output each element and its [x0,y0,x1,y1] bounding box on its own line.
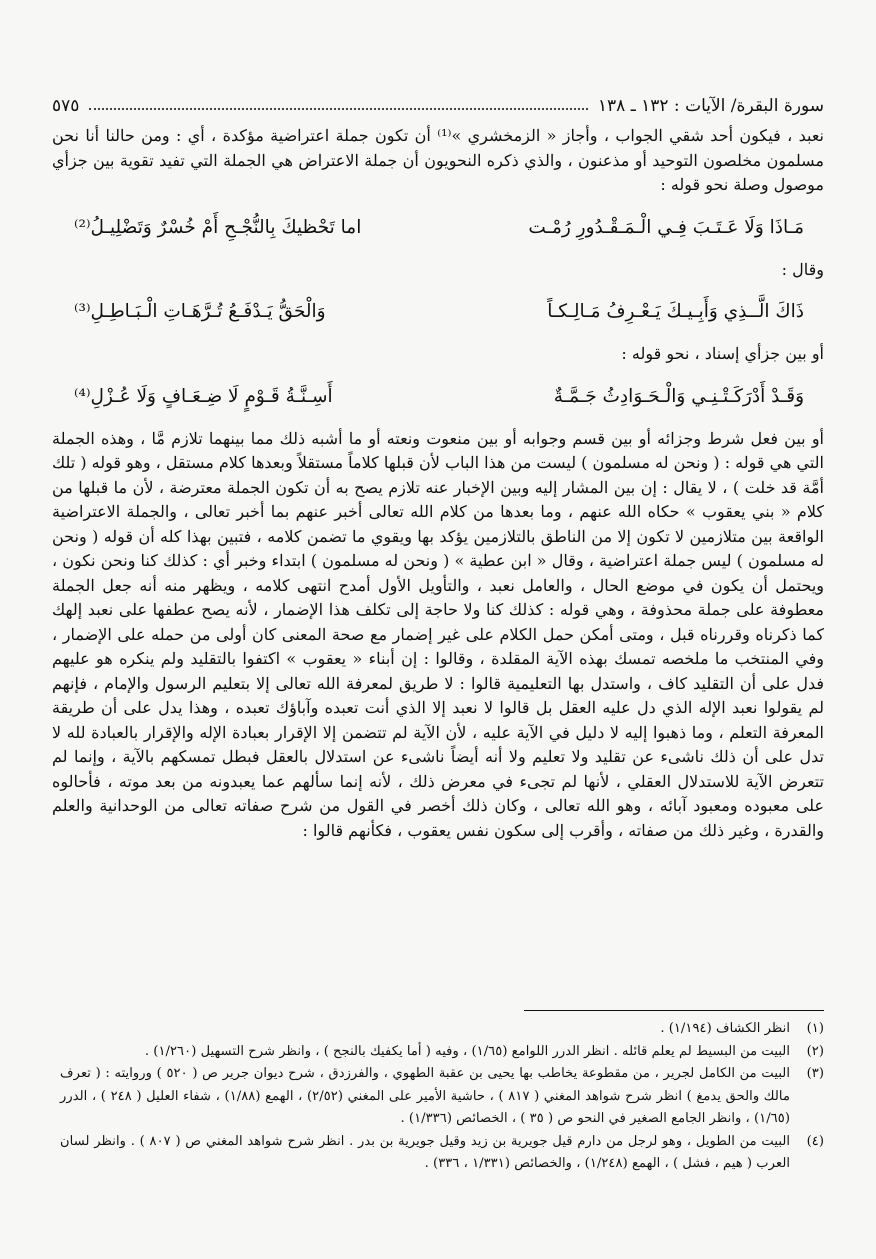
poetry-verse-1 [74,212,804,244]
paragraph-2: وقال : [781,259,824,279]
footnote-number: (٢) [806,1043,824,1059]
verse-2-second-hemistich: وَالْحَقُّ يَـدْفَـعُ تُـرَّهَـاتِ الْـبَـاطِـلِ⁽³⁾ [74,301,326,322]
footnote-number: (٤) [806,1133,824,1149]
footnote [60,1131,824,1176]
paragraph-3: أو بين جزأي إسناد ، نحو قوله : [621,344,824,363]
verse-3-second-hemistich: أَسِـنَّـةُ قَـوْمٍ لَا ضِـعَـافٍ وَلَا عُـزْلِ⁽⁴⁾ [74,385,333,407]
running-header [52,92,824,120]
verse-1-first-hemistich: مَـاذَا وَلَا عَـتَـبَ فِـي الْـمَـقْـدُورِ رُمْـت [528,216,804,238]
header-dot-leader [89,108,588,110]
footnote [60,1041,824,1064]
footnote-number: (٣) [806,1066,824,1081]
page-title: سورة البقرة/ الآيات : ١٣٢ ـ ١٣٨ [597,96,824,116]
verse-1-second-hemistich: اما تَحْظيكَ بِالنُّجْـحِ أَمْ خُسْرٌ وَتَضْلِيـلُ⁽²⁾ [74,216,362,238]
main-text [52,124,824,843]
poetry-verse-2 [74,296,804,328]
paragraph-1: نعبد ، فيكون أحد شقي الجواب ، وأجاز « الزمخشري »⁽¹⁾ أن تكون جملة اعتراضية مؤكدة ، أي : ومن حالنا أنا نحن مسلمون مخلصون التوحيد أو مذعنون ، والذي ذكره النحويون أن جملة الاعتراض هي الجملة التي تفيد تقوية بين جزأي موصول وصلة نحو قوله : [52,126,825,194]
footnote-text: البيت من البسيط لم يعلم قائله . انظر الدرر اللوامع (١/٦٥) ، وفيه ( أما يكفيك بالنجح ) ، وانظر شرح التسهيل (١/٢٦٠) . [144,1043,790,1059]
footnote-text: انظر الكشاف (١/١٩٤) . [660,1021,790,1036]
footnote-separator [524,1010,824,1011]
paragraph-4: أو بين فعل شرط وجزائه أو بين قسم وجوابه أو بين منعوت ونعته أو ما أشبه ذلك مما بينهما تلازم مَّا ، وهذه الجملة التي هي قوله : ( ونحن له مسلمون ) ليست من هذا الباب لأن قبلها كلاماً مستقلاً وبعدها كلام مستقل ، وهو قوله ( تلك أمَّة قد خلت ) ، لا يقال : إن بين المشار إليه وبين الإخبار عنه تلازم يصح به أن تكون الجملة معترضة ، لأن ما قبلها من كلام « بني يعقوب » حكاه الله عنهم ، وما بعدها من كلام الله تعالى أخبر عنهم بما أخبر تعالى ، والجملة الاعتراضية الواقعة بين متلازمين لا تكون إلا من الناطق بالتلازمين يؤكد بها ويقوي ما تضمن كلامه ، فتبين بهذا كله أن قوله ( ونحن له مسلمون ) ليس جملة اعتراضية ، وقال « ابن عطية » ( ونحن له مسلمون ) ابتداء وخبر أي : كذلك كنا ونحن نكون ، ويحتمل أن يكون في موضع الحال ، والعامل نعبد ، والتأويل الأول أمدح انتهى كلامه ، ويظهر منه أنه جعل الجملة معطوفة على جملة محذوفة ، وهي قوله : كذلك كنا ولا حاجة إلى تكلف هذا الإضمار ، لأنه يصح عطفها على نعبد إلهك كما ذكرناه وقررناه قبل ، ومتى أمكن حمل الكلام على غير إضمار مع صحة المعنى كان أولى من حمله على الإضمار ، وفي المنتخب ما ملخصه تمسك بهذه الآية المقلدة ، وقالوا : إن أبناء « يعقوب » اكتفوا بالتقليد ولم ينكره هو عليهم فدل على أن التقليد كاف ، واستدل بها التعليمية قالوا : لا طريق لمعرفة الله تعالى إلا بتعليم الرسول والإمام ، فإنهم لم يقولوا نعبد الإله الذي دل عليه العقل بل قالوا لا نعبد إلا الذي أنت تعبده وآباؤك تعبده ، وهذا يدل على أن طريقة المعرفة التعلم ، وما ذهبوا إليه لا دليل في الآية عليه ، لأن الآية لم تتضمن إلا الإقرار بعبادة الإله والإقرار بالعبادة لله لا تدل على أن ذلك ناشىء عن تقليد ولا تعليم ولا أنه أيضاً ناشىء عن استدلال بالعقل فبطل تمسكهم بالآية ، وإنما لم تتعرض الآية للاستدلال العقلي ، لأنها لم تجىء في معرض ذلك ، لأنه إنما سألهم عما يعبدونه من بعد موته ، فأحالوه على معبوده ومعبود آبائه ، وهو الله تعالى ، وكان ذلك أخصر في القول من شرح صفاته تعالى من الوحدانية والعلم والقدرة ، وغير ذلك من صفاته ، وأقرب إلى سكون نفس يعقوب ، فكأنهم قالوا : [52,428,825,840]
page-number: ٥٧٥ [52,96,80,116]
footnote [60,1063,824,1131]
footnote-number: (١) [806,1021,824,1036]
verse-2-first-hemistich: ذَاكَ الَّــذِي وَأَبِـيـكَ يَـعْـرِفُ مَـالِـكـاً [547,301,804,322]
footnote-text: البيت من الكامل لجرير ، من مقطوعة يخاطب بها يحيى بن عقبة الطهوي ، والفرزدق ، شرح ديوان جرير ص ( ٥٢٠ ) وروايته : ( تعرف مالك والحق يدمغ ) انظر شرح شواهد المغني ( ٨١٧ ) ، حاشية الأمير على المغني (٢/٥٢) ، الهمع (١/٨٨) ، شفاء العليل ( ٢٤٨ ) ، الدرر (١/٦٥) ، وانظر الجامع الصغير في النحو ص ( ٣٥ ) ، الخصائص (١/٣٣٦) . [60,1066,791,1126]
footnote [60,1018,824,1041]
poetry-verse-3 [74,381,804,413]
verse-3-first-hemistich: وَقَـدْ أَدْرَكَـتْـنِـي وَالْـحَـوَادِثُ جَـمَّـةٌ [553,385,804,407]
footnotes [60,1018,824,1176]
footnote-text: البيت من الطويل ، وهو لرجل من دارم قيل جويرية بن زيد وقيل جويرية بن بدر . انظر شرح شواهد المغني ص ( ٨٠٧ ) . وانظر لسان العرب ( هيم ، فشل ) ، الهمع (١/٢٤٨) ، والخصائص (١/٣٣١ ، ٣٣٦) . [60,1133,790,1171]
